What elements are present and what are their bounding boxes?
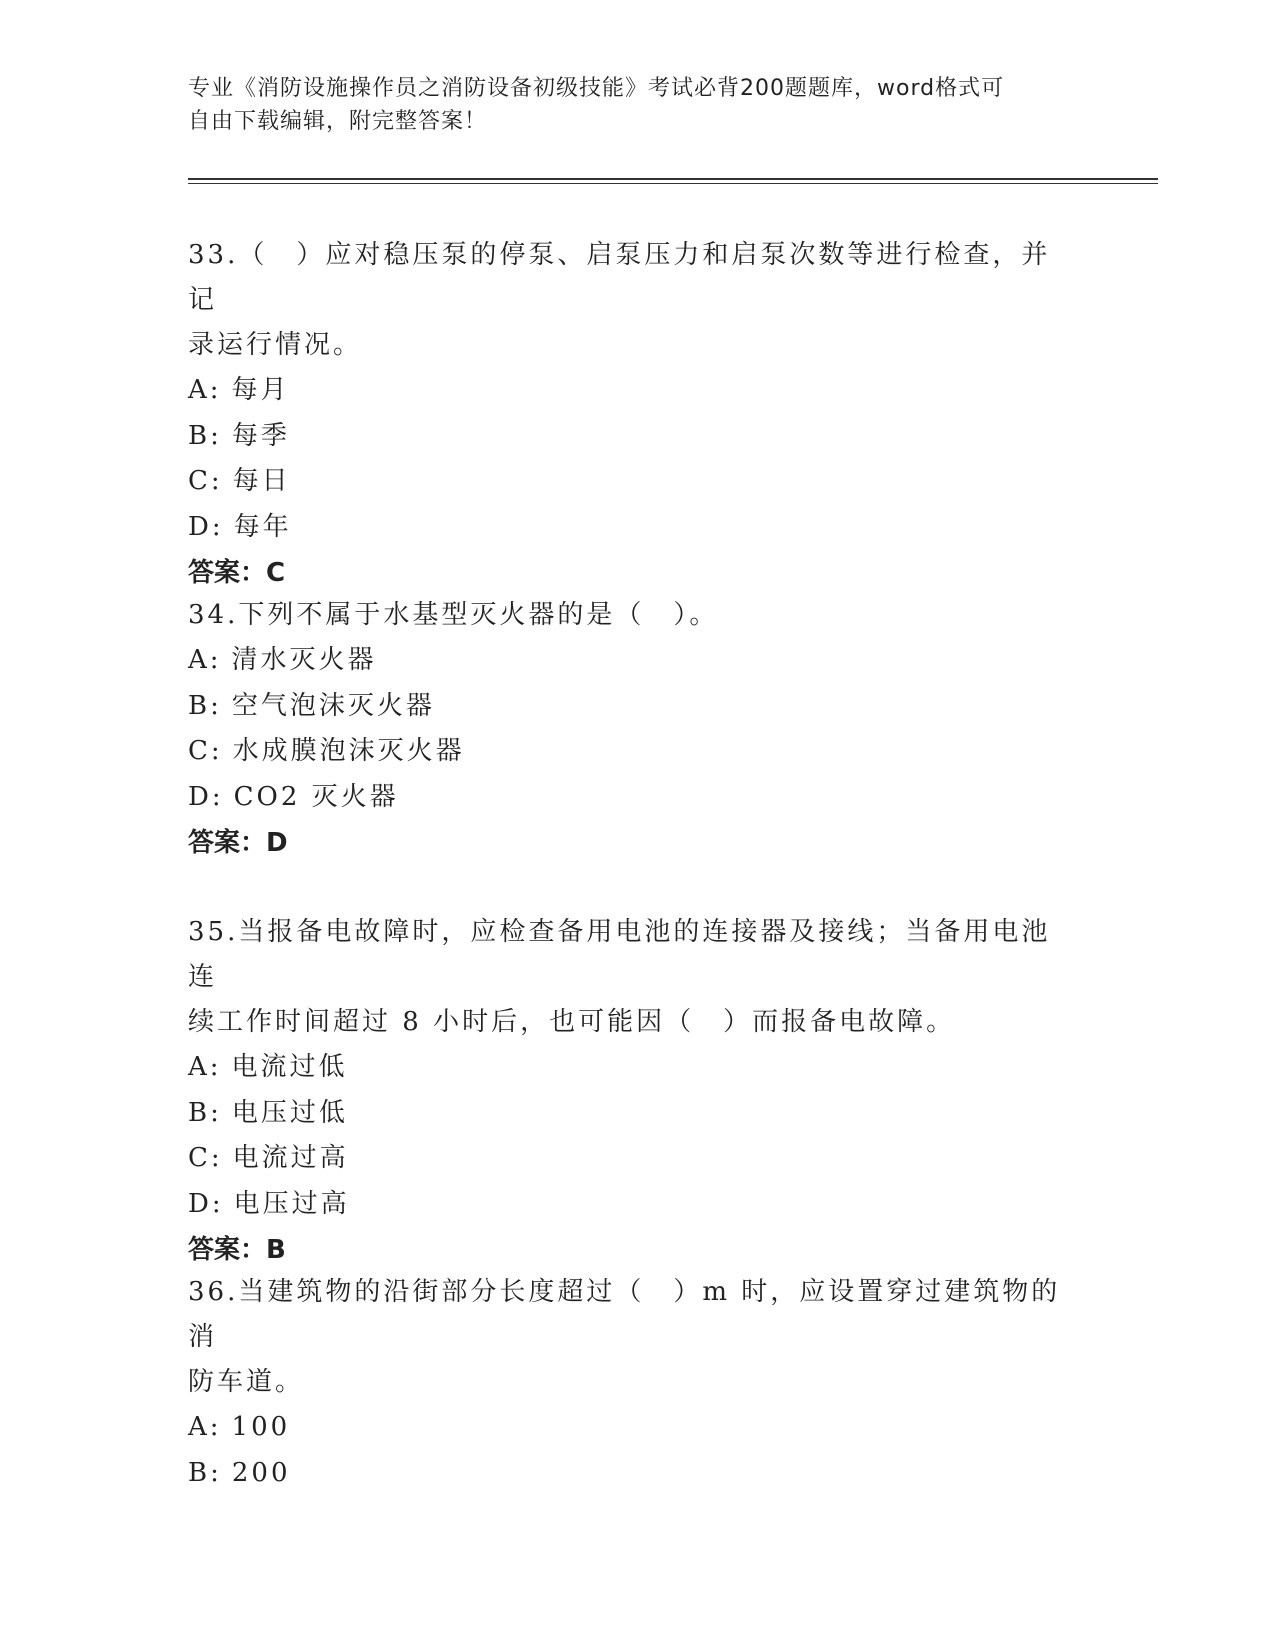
- option-label: B:: [188, 690, 222, 721]
- header-divider-thick: [188, 178, 1158, 180]
- answer: 答案：D: [188, 828, 288, 858]
- question-stem-line: 36.当建筑物的沿街部分长度超过（ ）m 时，应设置穿过建筑物的消: [188, 1277, 1061, 1352]
- option-text: 电流过高: [232, 1143, 349, 1173]
- option-c: [188, 459, 1078, 505]
- option-label: C:: [188, 466, 223, 496]
- option-label: B:: [188, 1457, 222, 1488]
- option-text: 每日: [232, 466, 291, 496]
- option-text: 空气泡沫灭火器: [231, 690, 435, 721]
- option-d: [188, 775, 1078, 821]
- answer: 答案：B: [188, 1235, 286, 1265]
- question-stem-line: 防车道。: [188, 1367, 305, 1397]
- option-text: 200: [231, 1457, 291, 1488]
- question-stem-line: 续工作时间超过 8 小时后，也可能因（ ）而报备电故障。: [188, 1007, 956, 1037]
- question-34: [188, 593, 1078, 866]
- header-line-2: 自由下载编辑，附完整答案！: [188, 109, 488, 134]
- option-text: 100: [231, 1412, 291, 1442]
- option-text: CO2 灭火器: [233, 781, 399, 812]
- question-stem-line: 录运行情况。: [188, 330, 363, 360]
- option-b: [188, 1451, 1078, 1497]
- option-label: D:: [188, 1188, 224, 1219]
- option-text: 清水灭火器: [231, 645, 377, 675]
- option-text: 每季: [231, 420, 290, 451]
- option-label: A:: [188, 645, 222, 675]
- option-text: 电压过低: [231, 1097, 348, 1128]
- option-a: [188, 638, 1078, 684]
- question-stem-line: 33.（ ）应对稳压泵的停泵、启泵压力和启泵次数等进行检查，并记: [188, 240, 1051, 315]
- option-c: [188, 729, 1078, 775]
- question-stem-line: 34.下列不属于水基型灭火器的是（ ）。: [188, 600, 719, 630]
- option-c: [188, 1136, 1078, 1182]
- option-text: 电压过高: [233, 1188, 350, 1219]
- option-label: A:: [188, 1412, 222, 1442]
- header-divider-thin: [188, 183, 1158, 184]
- option-a: [188, 1045, 1078, 1091]
- option-label: C:: [188, 1143, 223, 1173]
- question-stem-line: 35.当报备电故障时，应检查备用电池的连接器及接线；当备用电池连: [188, 917, 1051, 992]
- option-label: C:: [188, 736, 223, 766]
- option-label: D:: [188, 781, 224, 812]
- option-label: A:: [188, 1052, 222, 1082]
- option-label: B:: [188, 1097, 222, 1128]
- option-label: A:: [188, 375, 222, 405]
- option-b: [188, 1091, 1078, 1137]
- option-b: [188, 684, 1078, 730]
- option-a: [188, 368, 1078, 414]
- question-36: [188, 1270, 1078, 1496]
- option-text: 每年: [233, 511, 292, 542]
- option-label: D:: [188, 511, 224, 542]
- option-d: [188, 1182, 1078, 1228]
- question-33: [188, 233, 1078, 596]
- option-text: 每月: [231, 375, 290, 405]
- option-a: [188, 1405, 1078, 1451]
- option-text: 水成膜泡沫灭火器: [232, 736, 465, 766]
- option-d: [188, 505, 1078, 551]
- question-35: [188, 910, 1078, 1273]
- answer: 答案：C: [188, 558, 286, 588]
- document-header: [188, 72, 1068, 138]
- option-label: B:: [188, 420, 222, 451]
- header-line-1: 专业《消防设施操作员之消防设备初级技能》考试必背200题题库，word格式可: [188, 76, 1005, 101]
- option-b: [188, 414, 1078, 460]
- option-text: 电流过低: [231, 1052, 348, 1082]
